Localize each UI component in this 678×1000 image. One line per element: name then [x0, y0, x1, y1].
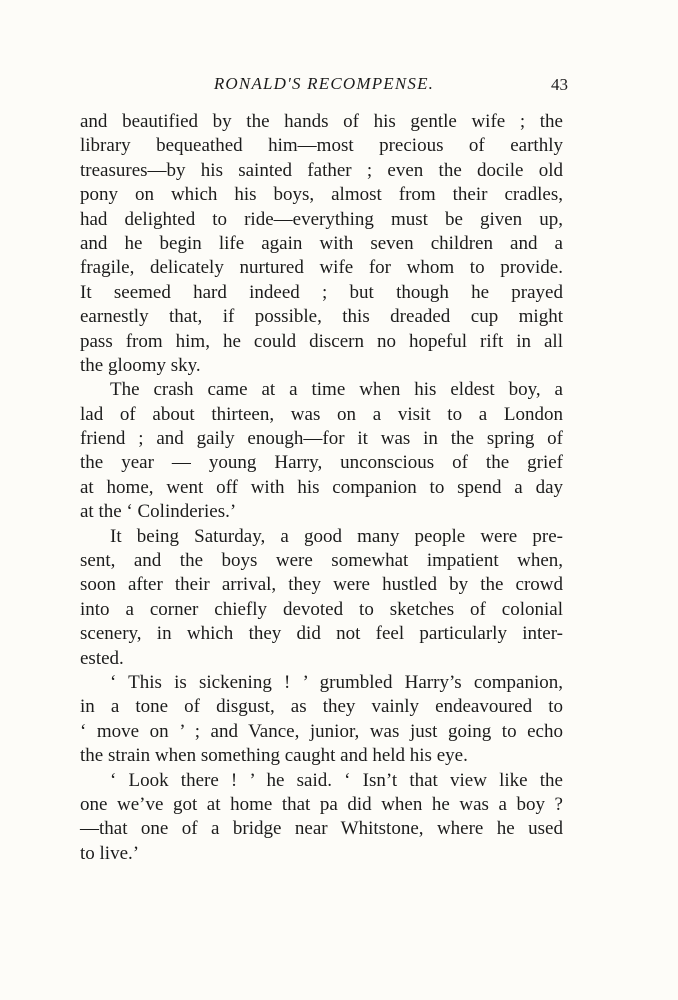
- text-line: one we’ve got at home that pa did when he was a boy ?: [80, 793, 563, 815]
- text-line: —that one of a bridge near Whitstone, where he used: [80, 818, 563, 840]
- body-text: [80, 110, 563, 866]
- text-line: ‘ This is sickening ! ’ grumbled Harry’s companion,: [110, 671, 563, 693]
- text-line: at the ‘ Colinderies.’: [80, 501, 237, 523]
- text-line: ‘ Look there ! ’ he said. ‘ Isn’t that view like the: [110, 769, 563, 791]
- text-line: scenery, in which they did not feel particularly inter-: [80, 623, 563, 645]
- text-line: and he begin life again with seven children and a: [80, 232, 563, 254]
- text-line: library bequeathed him—most precious of earthly: [80, 135, 563, 157]
- text-line: ‘ move on ’ ; and Vance, junior, was just going to echo: [80, 720, 563, 742]
- text-line: the gloomy sky.: [80, 354, 201, 376]
- text-line: fragile, delicately nurtured wife for whom to provide.: [80, 257, 563, 279]
- text-line: The crash came at a time when his eldest boy, a: [110, 379, 563, 401]
- text-line: earnestly that, if possible, this dreaded cup might: [80, 306, 563, 328]
- paragraph: [80, 110, 563, 378]
- paragraph: [80, 525, 563, 671]
- page-number: 43: [551, 75, 568, 94]
- text-line: lad of about thirteen, was on a visit to a London: [80, 403, 563, 425]
- text-line: at home, went off with his companion to spend a day: [80, 476, 563, 498]
- paragraph: [80, 769, 563, 867]
- text-line: the year — young Harry, unconscious of the grief: [80, 452, 563, 474]
- running-title: RONALD'S RECOMPENSE.: [213, 74, 435, 93]
- page-header: [80, 72, 568, 100]
- text-line: soon after their arrival, they were hustled by the crowd: [80, 574, 563, 596]
- text-line: the strain when something caught and held his eye.: [80, 745, 468, 767]
- text-line: and beautified by the hands of his gentle wife ; the: [80, 111, 563, 132]
- text-line: ested.: [80, 647, 124, 669]
- text-line: had delighted to ride—everything must be given up,: [80, 208, 563, 230]
- paragraph: [80, 671, 563, 769]
- text-line: in a tone of disgust, as they vainly endeavoured to: [80, 696, 563, 718]
- paragraph: [80, 378, 563, 524]
- text-line: It seemed hard indeed ; but though he prayed: [80, 281, 563, 303]
- text-line: friend ; and gaily enough—for it was in the spring of: [80, 428, 563, 450]
- text-line: to live.’: [80, 842, 140, 864]
- text-line: treasures—by his sainted father ; even the docile old: [80, 159, 563, 181]
- text-line: pass from him, he could discern no hopeful rift in all: [80, 330, 563, 352]
- text-line: It being Saturday, a good many people were pre-: [110, 525, 563, 547]
- text-line: pony on which his boys, almost from their cradles,: [80, 184, 563, 206]
- text-line: sent, and the boys were somewhat impatient when,: [80, 550, 563, 572]
- text-line: into a corner chiefly devoted to sketches of colonial: [80, 598, 563, 620]
